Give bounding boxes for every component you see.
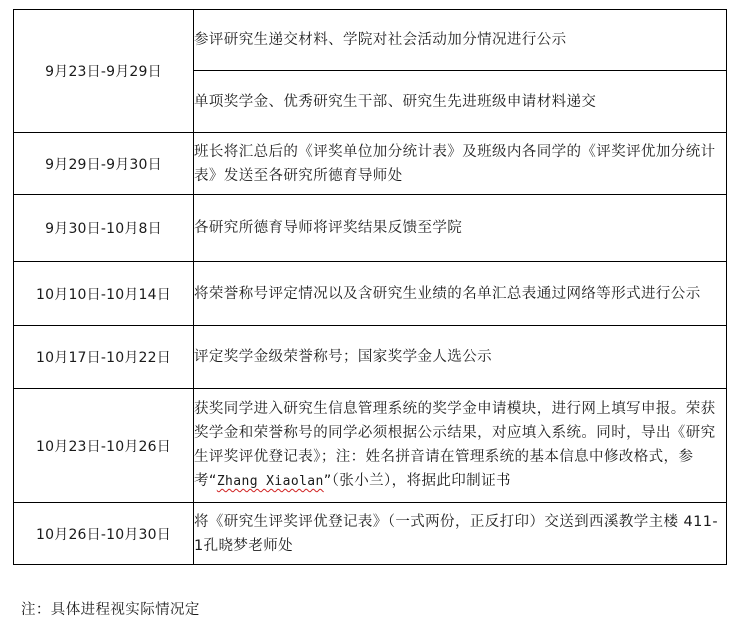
task-text: ”（张小兰），将据此印制证书 <box>323 473 511 489</box>
footnote: 注：具体进程视实际情况定 <box>21 602 200 618</box>
table-row <box>14 326 727 389</box>
table-row <box>14 195 727 262</box>
date-cell: 10月17日-10月22日 <box>14 326 194 389</box>
table-row <box>14 503 727 565</box>
date-cell: 9月29日-9月30日 <box>14 133 194 195</box>
task-cell <box>194 389 727 503</box>
task-cell: 班长将汇总后的《评奖单位加分统计表》及班级内各同学的《评奖评优加分统计表》发送至各研究所德育导师处 <box>194 133 727 195</box>
pinyin-name-example: Zhang Xiaolan <box>216 474 324 489</box>
task-text: 获奖同学进入研究生信息管理系统的奖学金申请模块，进行网上填写申报。荣获奖学金和荣誉称号的同学必须根据公示结果，对应填入系统。同时，导出《研究生评奖评优登记表》；注：姓名拼音请在管理系统的基本信息中修改格式，参考“ <box>194 401 716 489</box>
date-cell: 10月23日-10月26日 <box>14 389 194 503</box>
table-row <box>14 133 727 195</box>
task-cell: 各研究所德育导师将评奖结果反馈至学院 <box>194 195 727 262</box>
date-cell: 10月10日-10月14日 <box>14 262 194 326</box>
task-cell: 参评研究生递交材料、学院对社会活动加分情况进行公示 <box>194 10 727 71</box>
date-cell: 9月23日-9月29日 <box>14 10 194 133</box>
table-row <box>14 10 727 71</box>
date-cell: 10月26日-10月30日 <box>14 503 194 565</box>
table-row <box>14 262 727 326</box>
table-row <box>14 389 727 503</box>
schedule-table <box>13 9 727 565</box>
date-cell: 9月30日-10月8日 <box>14 195 194 262</box>
task-cell: 单项奖学金、优秀研究生干部、研究生先进班级申请材料递交 <box>194 71 727 133</box>
task-cell: 将荣誉称号评定情况以及含研究生业绩的名单汇总表通过网络等形式进行公示 <box>194 262 727 326</box>
task-cell: 评定奖学金级荣誉称号；国家奖学金人选公示 <box>194 326 727 389</box>
task-cell: 将《研究生评奖评优登记表》（一式两份，正反打印）交送到西溪教学主楼 411-1孔晓梦老师处 <box>194 503 727 565</box>
